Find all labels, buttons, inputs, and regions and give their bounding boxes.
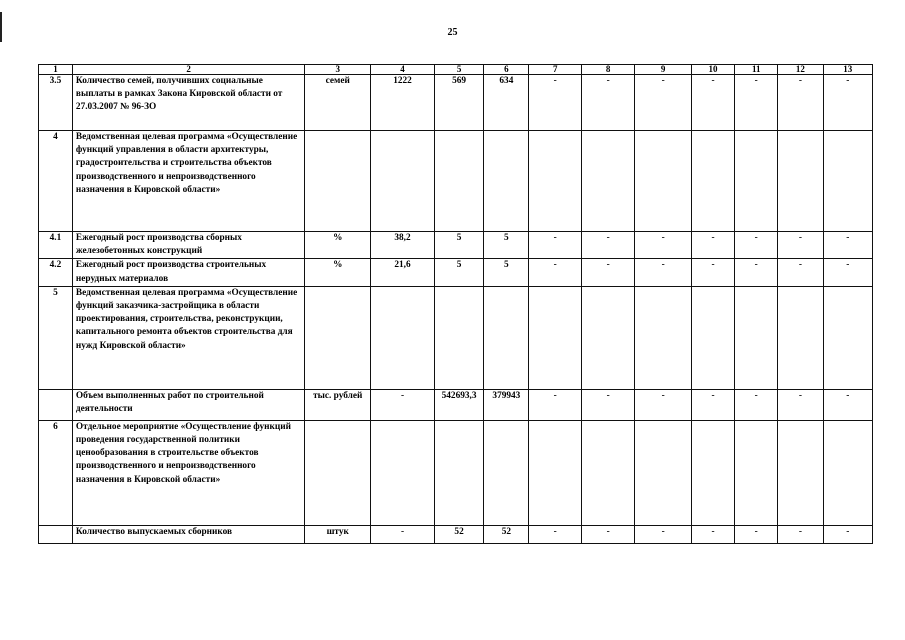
unit-cell bbox=[305, 131, 371, 232]
value-cell bbox=[434, 420, 483, 525]
value-cell: - bbox=[823, 75, 872, 131]
value-cell: - bbox=[581, 232, 634, 259]
unit-cell: % bbox=[305, 259, 371, 286]
row-index-cell: 4.1 bbox=[39, 232, 73, 259]
value-cell: - bbox=[691, 75, 734, 131]
indicator-name-cell: Ведомственная целевая программа «Осуществление функций заказчика-застройщика в области проектирования, строительства, реконструкции, капитального ремонта объектов строительства для нужд Кировской области» bbox=[72, 286, 304, 389]
value-cell bbox=[581, 286, 634, 389]
value-cell: 379943 bbox=[484, 389, 529, 420]
value-cell: - bbox=[778, 525, 823, 543]
column-number-cell: 1 bbox=[39, 65, 73, 75]
table-row bbox=[39, 286, 873, 389]
value-cell: - bbox=[691, 389, 734, 420]
value-cell bbox=[434, 131, 483, 232]
row-index-cell: 5 bbox=[39, 286, 73, 389]
table-row bbox=[39, 525, 873, 543]
value-cell bbox=[371, 131, 435, 232]
table-row bbox=[39, 389, 873, 420]
value-cell bbox=[581, 131, 634, 232]
value-cell: - bbox=[778, 232, 823, 259]
value-cell bbox=[529, 131, 581, 232]
table-row bbox=[39, 75, 873, 131]
unit-cell: штук bbox=[305, 525, 371, 543]
value-cell bbox=[823, 286, 872, 389]
row-index-cell: 3.5 bbox=[39, 75, 73, 131]
indicator-name-cell: Количество семей, получивших социальные выплаты в рамках Закона Кировской области от 27.03.2007 № 96-ЗО bbox=[72, 75, 304, 131]
value-cell: - bbox=[581, 259, 634, 286]
row-index-cell bbox=[39, 389, 73, 420]
value-cell: - bbox=[778, 389, 823, 420]
value-cell bbox=[434, 286, 483, 389]
value-cell: 38,2 bbox=[371, 232, 435, 259]
value-cell: - bbox=[735, 525, 778, 543]
value-cell: 52 bbox=[434, 525, 483, 543]
value-cell: - bbox=[735, 259, 778, 286]
unit-cell: % bbox=[305, 232, 371, 259]
value-cell: - bbox=[823, 259, 872, 286]
value-cell: - bbox=[635, 389, 692, 420]
value-cell bbox=[581, 420, 634, 525]
value-cell: - bbox=[371, 389, 435, 420]
value-cell: - bbox=[778, 259, 823, 286]
value-cell: 5 bbox=[434, 259, 483, 286]
value-cell bbox=[371, 286, 435, 389]
value-cell bbox=[735, 131, 778, 232]
value-cell bbox=[635, 420, 692, 525]
value-cell: 634 bbox=[484, 75, 529, 131]
value-cell bbox=[484, 420, 529, 525]
indicator-name-cell: Отдельное мероприятие «Осуществление функций проведения государственной политики ценообразования в строительстве объектов производственного и непроизводственного назначения в Кировской области» bbox=[72, 420, 304, 525]
value-cell: - bbox=[635, 75, 692, 131]
value-cell: - bbox=[823, 525, 872, 543]
value-cell bbox=[484, 286, 529, 389]
value-cell: 5 bbox=[434, 232, 483, 259]
table-row bbox=[39, 232, 873, 259]
column-number-cell: 11 bbox=[735, 65, 778, 75]
value-cell: - bbox=[529, 389, 581, 420]
value-cell: - bbox=[735, 389, 778, 420]
value-cell bbox=[635, 131, 692, 232]
row-index-cell: 6 bbox=[39, 420, 73, 525]
value-cell bbox=[529, 420, 581, 525]
value-cell bbox=[635, 286, 692, 389]
column-number-cell: 7 bbox=[529, 65, 581, 75]
value-cell: - bbox=[735, 232, 778, 259]
value-cell bbox=[691, 131, 734, 232]
table-row bbox=[39, 259, 873, 286]
value-cell bbox=[691, 286, 734, 389]
value-cell bbox=[778, 131, 823, 232]
value-cell: - bbox=[635, 525, 692, 543]
value-cell: - bbox=[635, 259, 692, 286]
column-number-cell: 4 bbox=[371, 65, 435, 75]
value-cell: - bbox=[823, 389, 872, 420]
value-cell: - bbox=[529, 259, 581, 286]
column-number-cell: 8 bbox=[581, 65, 634, 75]
value-cell bbox=[529, 286, 581, 389]
unit-cell: семей bbox=[305, 75, 371, 131]
value-cell bbox=[778, 420, 823, 525]
value-cell: 5 bbox=[484, 232, 529, 259]
unit-cell: тыс. рублей bbox=[305, 389, 371, 420]
value-cell: - bbox=[371, 525, 435, 543]
unit-cell bbox=[305, 420, 371, 525]
value-cell: - bbox=[691, 525, 734, 543]
table-row bbox=[39, 420, 873, 525]
column-number-cell: 12 bbox=[778, 65, 823, 75]
value-cell bbox=[735, 286, 778, 389]
column-numbers-row bbox=[39, 65, 873, 75]
value-cell: 1222 bbox=[371, 75, 435, 131]
page-number: 25 bbox=[447, 27, 458, 38]
column-number-cell: 13 bbox=[823, 65, 872, 75]
column-number-cell: 6 bbox=[484, 65, 529, 75]
indicator-name-cell: Ежегодный рост производства строительных нерудных материалов bbox=[72, 259, 304, 286]
value-cell: - bbox=[529, 232, 581, 259]
column-number-cell: 9 bbox=[635, 65, 692, 75]
value-cell: - bbox=[823, 232, 872, 259]
value-cell: - bbox=[691, 232, 734, 259]
value-cell bbox=[484, 131, 529, 232]
row-index-cell: 4 bbox=[39, 131, 73, 232]
value-cell: - bbox=[581, 525, 634, 543]
column-number-cell: 5 bbox=[434, 65, 483, 75]
indicators-table bbox=[38, 64, 873, 544]
value-cell: 5 bbox=[484, 259, 529, 286]
value-cell: 542693,3 bbox=[434, 389, 483, 420]
row-index-cell: 4.2 bbox=[39, 259, 73, 286]
value-cell bbox=[371, 420, 435, 525]
value-cell: - bbox=[581, 75, 634, 131]
row-index-cell bbox=[39, 525, 73, 543]
value-cell bbox=[823, 420, 872, 525]
value-cell: - bbox=[691, 259, 734, 286]
unit-cell bbox=[305, 286, 371, 389]
value-cell: - bbox=[529, 75, 581, 131]
value-cell bbox=[778, 286, 823, 389]
value-cell bbox=[823, 131, 872, 232]
value-cell: 21,6 bbox=[371, 259, 435, 286]
value-cell: - bbox=[529, 525, 581, 543]
value-cell bbox=[691, 420, 734, 525]
value-cell: 569 bbox=[434, 75, 483, 131]
column-number-cell: 10 bbox=[691, 65, 734, 75]
column-number-cell: 2 bbox=[72, 65, 304, 75]
value-cell: - bbox=[635, 232, 692, 259]
indicator-name-cell: Количество выпускаемых сборников bbox=[72, 525, 304, 543]
column-number-cell: 3 bbox=[305, 65, 371, 75]
value-cell: 52 bbox=[484, 525, 529, 543]
indicator-name-cell: Ежегодный рост производства сборных железобетонных конструкций bbox=[72, 232, 304, 259]
value-cell: - bbox=[735, 75, 778, 131]
value-cell: - bbox=[778, 75, 823, 131]
indicator-name-cell: Ведомственная целевая программа «Осуществление функций управления в области архитектуры, градостроительства и строительства объектов производственного и непроизводственного назначения в Кировской области» bbox=[72, 131, 304, 232]
indicator-name-cell: Объем выполненных работ по строительной деятельности bbox=[72, 389, 304, 420]
value-cell: - bbox=[581, 389, 634, 420]
value-cell bbox=[735, 420, 778, 525]
table-row bbox=[39, 131, 873, 232]
